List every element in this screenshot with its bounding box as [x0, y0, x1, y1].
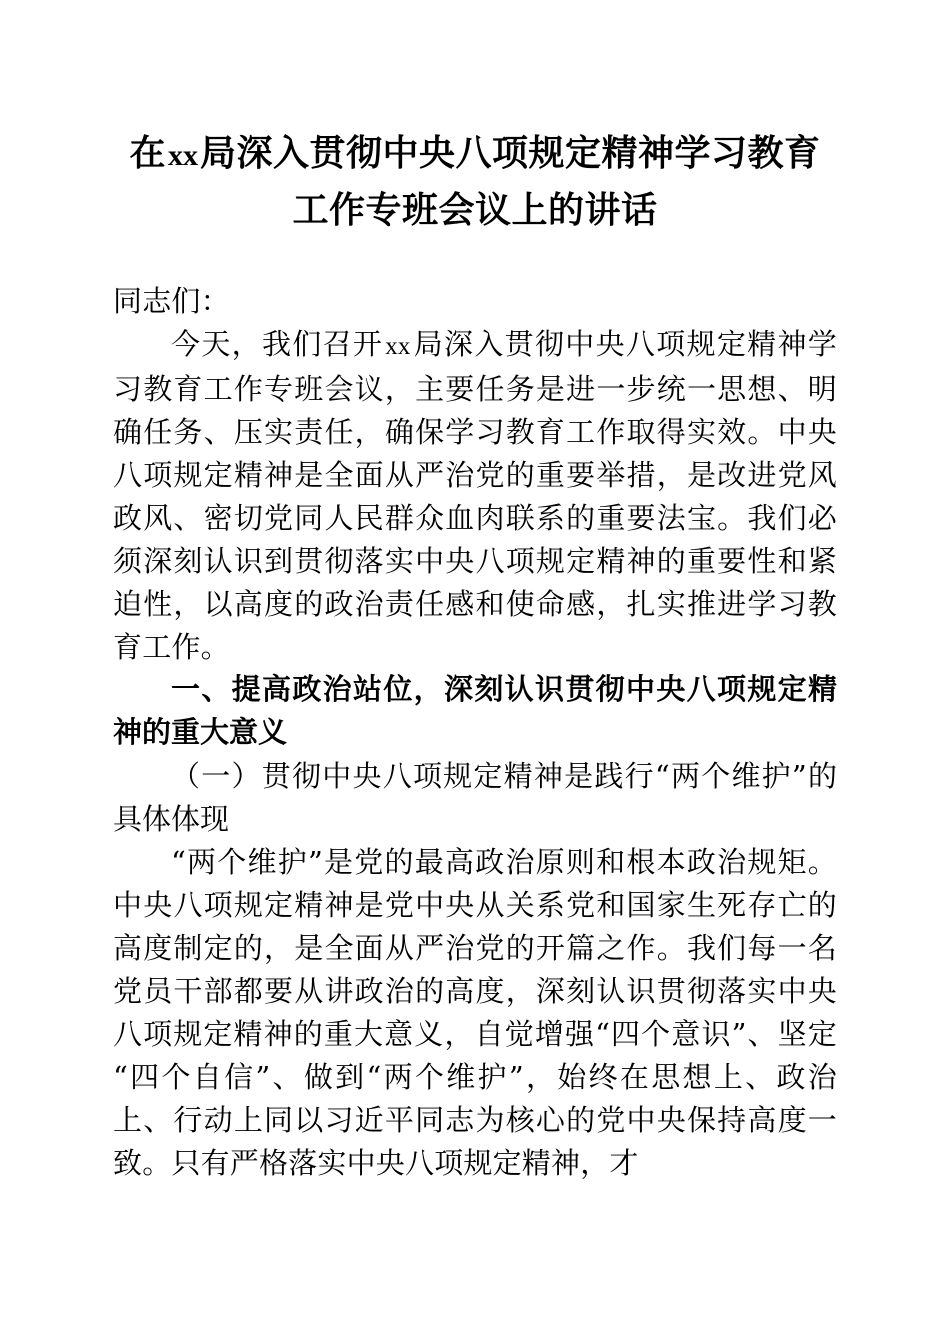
document-content: [113, 0, 837, 1185]
paragraph-opening: 今天，我们召开xx局深入贯彻中央八项规定精神学习教育工作专班会议，主要任务是进一步统一思想、明确任务、压实责任，确保学习教育工作取得实效。中央八项规定精神是全面从严治党的重要举措，是改进党风政风、密切党同人民群众血肉联系的重要法宝。我们必须深刻认识到贯彻落实中央八项规定精神的重要性和紧迫性，以高度的政治责任感和使命感，扎实推进学习教育工作。: [113, 327, 837, 664]
salutation: 同志们：: [113, 284, 230, 318]
document-title: [113, 0, 837, 237]
title-placeholder-token: xx: [168, 139, 198, 172]
document-title-line-2: 工作专班会议上的讲话: [292, 190, 658, 230]
section-heading-1: 一、提高政治站位，深刻认识贯彻中央八项规定精神的重大意义: [113, 674, 837, 749]
body-placeholder-token: xx: [385, 333, 411, 360]
subsection-heading-1-1: （一）贯彻中央八项规定精神是践行“两个维护”的具体体现: [113, 759, 837, 836]
paragraph-two-safeguards: “两个维护”是党的最高政治原则和根本政治规矩。中央八项规定精神是党中央从关系党和国家生死存亡的高度制定的，是全面从严治党的开篇之作。我们每一名党员干部都要从讲政治的高度，深刻认识贯彻落实中央八项规定精神的重大意义，自觉增强“四个意识”、坚定“四个自信”、做到“两个维护”，始终在思想上、政治上、行动上同以习近平同志为核心的党中央保持高度一致。只有严格落实中央八项规定精神，才: [113, 845, 837, 1180]
document-title-line-1: 在xx局深入贯彻中央八项规定精神学习教育: [129, 133, 821, 173]
